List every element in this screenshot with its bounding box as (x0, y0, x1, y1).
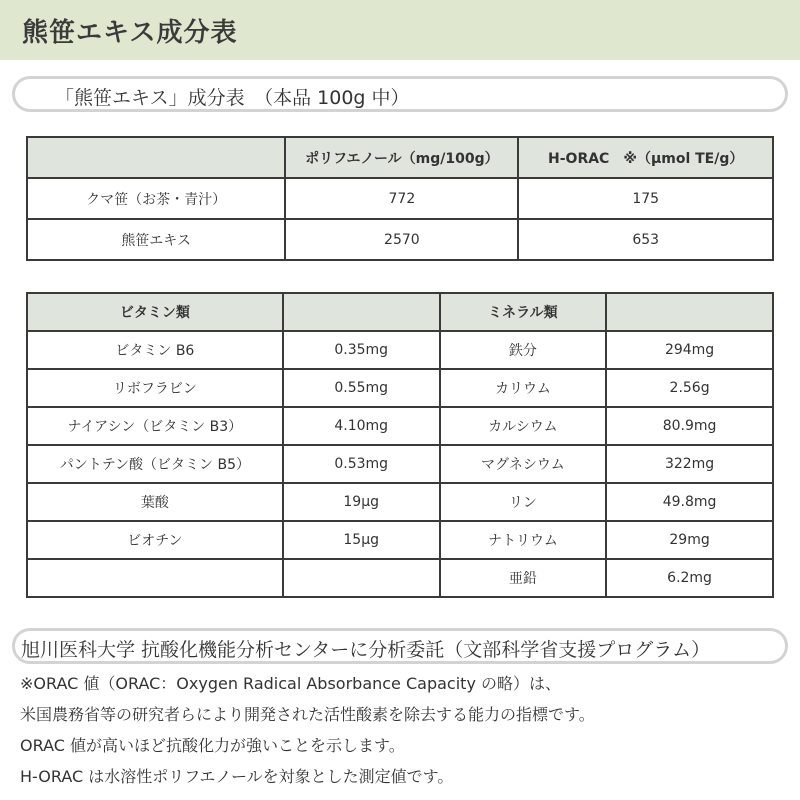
table-cell: 6.2mg (606, 559, 773, 597)
table-cell: 4.10mg (283, 407, 440, 445)
table-cell: 19μg (283, 483, 440, 521)
table-row (27, 483, 773, 521)
table-row (27, 407, 773, 445)
table-row (27, 178, 773, 219)
table-header-cell: ポリフエノール（mg/100g） (285, 137, 518, 178)
table-cell: ナイアシン（ビタミン B3） (27, 407, 283, 445)
table-cell: クマ笹（お茶・青汁） (27, 178, 285, 219)
header-band (0, 0, 800, 60)
table-header-row (27, 137, 773, 178)
table-cell: リン (440, 483, 606, 521)
table-header-cell: ビタミン類 (27, 293, 283, 331)
table-cell: 29mg (606, 521, 773, 559)
table-cell: ビオチン (27, 521, 283, 559)
table-header-cell (283, 293, 440, 331)
table-cell: 653 (518, 219, 773, 260)
table-header-cell (606, 293, 773, 331)
note-line: ※ORAC 値（ORAC：Oxygen Radical Absorbance Capacity の略）は、 (20, 674, 561, 693)
table-cell: 772 (285, 178, 518, 219)
table-cell: マグネシウム (440, 445, 606, 483)
table-cell: リボフラビン (27, 369, 283, 407)
vitamin-mineral-table (26, 292, 774, 598)
table-cell: 175 (518, 178, 773, 219)
table-cell: 294mg (606, 331, 773, 369)
analysis-heading: 旭川医科大学 抗酸化機能分析センターに分析委託（文部科学省支援プログラム） (21, 639, 711, 661)
table-cell: 322mg (606, 445, 773, 483)
table-row (27, 219, 773, 260)
table-cell: 2.56g (606, 369, 773, 407)
table-cell: 亜鉛 (440, 559, 606, 597)
table-cell: 80.9mg (606, 407, 773, 445)
table-cell: カリウム (440, 369, 606, 407)
note-line: ORAC 値が高いほど抗酸化力が強いことを示します。 (20, 736, 405, 755)
table-header-cell: ミネラル類 (440, 293, 606, 331)
analysis-heading-box (12, 628, 788, 664)
table-row (27, 445, 773, 483)
note-line: H-ORAC は水溶性ポリフエノールを対象とした測定値です。 (20, 767, 454, 786)
table-header-cell (27, 137, 285, 178)
table-row (27, 559, 773, 597)
table-header-row (27, 293, 773, 331)
table-cell (283, 559, 440, 597)
table-row (27, 331, 773, 369)
table-cell: 鉄分 (440, 331, 606, 369)
table-cell: 15μg (283, 521, 440, 559)
section-heading-box (12, 76, 788, 112)
page-title: 熊笹エキス成分表 (22, 18, 238, 48)
table-cell: 0.55mg (283, 369, 440, 407)
polyphenol-table (26, 136, 774, 261)
table-header-cell: H-ORAC ※（μmol TE/g） (518, 137, 773, 178)
table-cell: カルシウム (440, 407, 606, 445)
table-cell: パントテン酸（ビタミン B5） (27, 445, 283, 483)
table-cell: 葉酸 (27, 483, 283, 521)
table-cell: 0.53mg (283, 445, 440, 483)
table-cell: ビタミン B6 (27, 331, 283, 369)
table-cell: 49.8mg (606, 483, 773, 521)
section-heading: 「熊笹エキス」成分表 （本品 100g 中） (55, 87, 410, 109)
table-row (27, 521, 773, 559)
notes (20, 668, 790, 792)
table-cell: 2570 (285, 219, 518, 260)
table-cell: ナトリウム (440, 521, 606, 559)
table-cell: 0.35mg (283, 331, 440, 369)
table-cell: 熊笹エキス (27, 219, 285, 260)
note-line: 米国農務省等の研究者らにより開発された活性酸素を除去する能力の指標です。 (20, 705, 595, 724)
table-row (27, 369, 773, 407)
table-cell (27, 559, 283, 597)
